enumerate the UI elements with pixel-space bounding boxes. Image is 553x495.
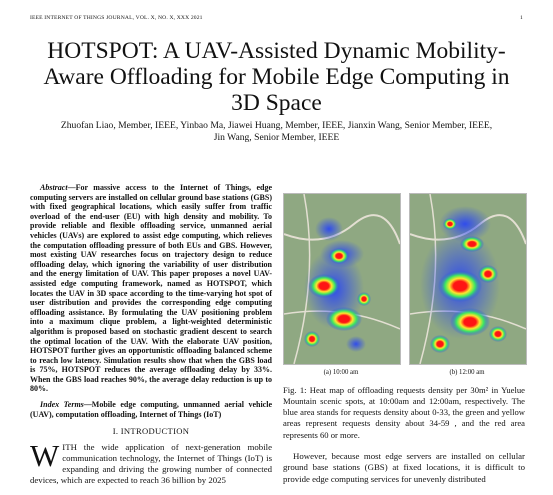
heatmap-a — [283, 193, 401, 365]
drop-cap: W — [30, 437, 60, 473]
subfigure-b-label: (b) 12:00 am — [449, 369, 485, 376]
subfigure-a-label: (a) 10:00 am — [323, 369, 359, 376]
figure-1 — [283, 193, 525, 378]
index-terms — [30, 400, 272, 419]
author-line-2: Jin Wang, Senior Member, IEEE — [213, 132, 340, 143]
right-column — [283, 183, 525, 485]
author-line-1: Zhuofan Liao, Member, IEEE, Yinbao Ma, Jiawei Huang, Member, IEEE, Jianxin Wang, Senior Member, IEEE, — [60, 120, 493, 131]
abstract-body: —For massive access to the Internet of Things, edge computing servers are installed on cellular ground base stations (GBS) with fixed geographical locations, which easily suffer from traffic overload of the end-user (EU) with high density and mobility. To provide reliable and flexible offloading service, unmanned aerial vehicles (UAVs) are explored to assist edge computing, which relieves the computation offloading pressure of both EUs and GBS. However, most existing UAV researches focus on trajectory design to reduce offloading delay, which ignoring the variability of user distribution and the energy limitation of UAV. This paper proposes a novel UAV-assisted edge computing framework, named as HOTSPOT, which locates the UAV in 3D space according to the time-varying hot spot of user distribution and provides the corresponding edge computing offloading assistance. By formulating the UAV positioning problem into a maximum clique problem, a light-weighted deterministic algorithm is proposed based on stochastic gradient descent to search the optimal location of the UAV. With the elaborate UAV position, HOTSPOT further gives an opportunistic offloading balanced scheme to reach low latency. Simulation results show that when the GBS load is 75%, HOTSPOT reduces the average offloading delay by 33%. When the GBS load reaches 90%, the average delay reduction is up to 80%. — [30, 183, 272, 394]
abstract — [30, 183, 272, 394]
paper-title: HOTSPOT: A UAV-Assisted Dynamic Mobility-Aware Offloading for Mobile Edge Computing in 3D Space — [43, 38, 510, 116]
figure-caption: Fig. 1: Heat map of offloading requests density per 30m² in Yuelue Mountain scenic spots, at 10:00am and 12:00am, respectively. The blue area stands for requests density about 0-33, the green and yellow areas represent requests density about 34-59 , and the red area represents 60 or more. — [283, 384, 525, 440]
subfigure-a — [283, 193, 399, 378]
author-list — [40, 120, 513, 144]
intro-text: ITH the wide application of next-generation mobile communication technology, the Internet of Things (IoT) is expanding and driving the growing number of connected devices, which are expected to reach 36 billion by 2025 — [30, 441, 272, 485]
heatmap-a-image — [284, 194, 400, 364]
left-column — [30, 183, 272, 486]
heatmap-b — [409, 193, 527, 365]
index-terms-lead: Index Terms — [40, 400, 84, 410]
journal-line: IEEE INTERNET OF THINGS JOURNAL, VOL. X, NO. X, XXX 2021 — [30, 15, 203, 21]
index-terms-body: —Mobile edge computing, unmanned aerial vehicle (UAV), computation offloading, Internet of Things (IoT) — [30, 400, 272, 419]
running-header — [30, 15, 523, 21]
right-paragraph: However, because most edge servers are installed on cellular ground base stations (GBS) at fixed locations, it is difficult to provide edge computing services for unevenly distributed — [283, 451, 525, 484]
abstract-lead: Abstract — [40, 183, 68, 192]
subfigure-b — [409, 193, 525, 378]
introduction-paragraph — [30, 437, 272, 486]
heatmap-b-image — [410, 194, 526, 364]
page-number: 1 — [520, 15, 523, 21]
section-heading: I. INTRODUCTION — [112, 426, 190, 437]
